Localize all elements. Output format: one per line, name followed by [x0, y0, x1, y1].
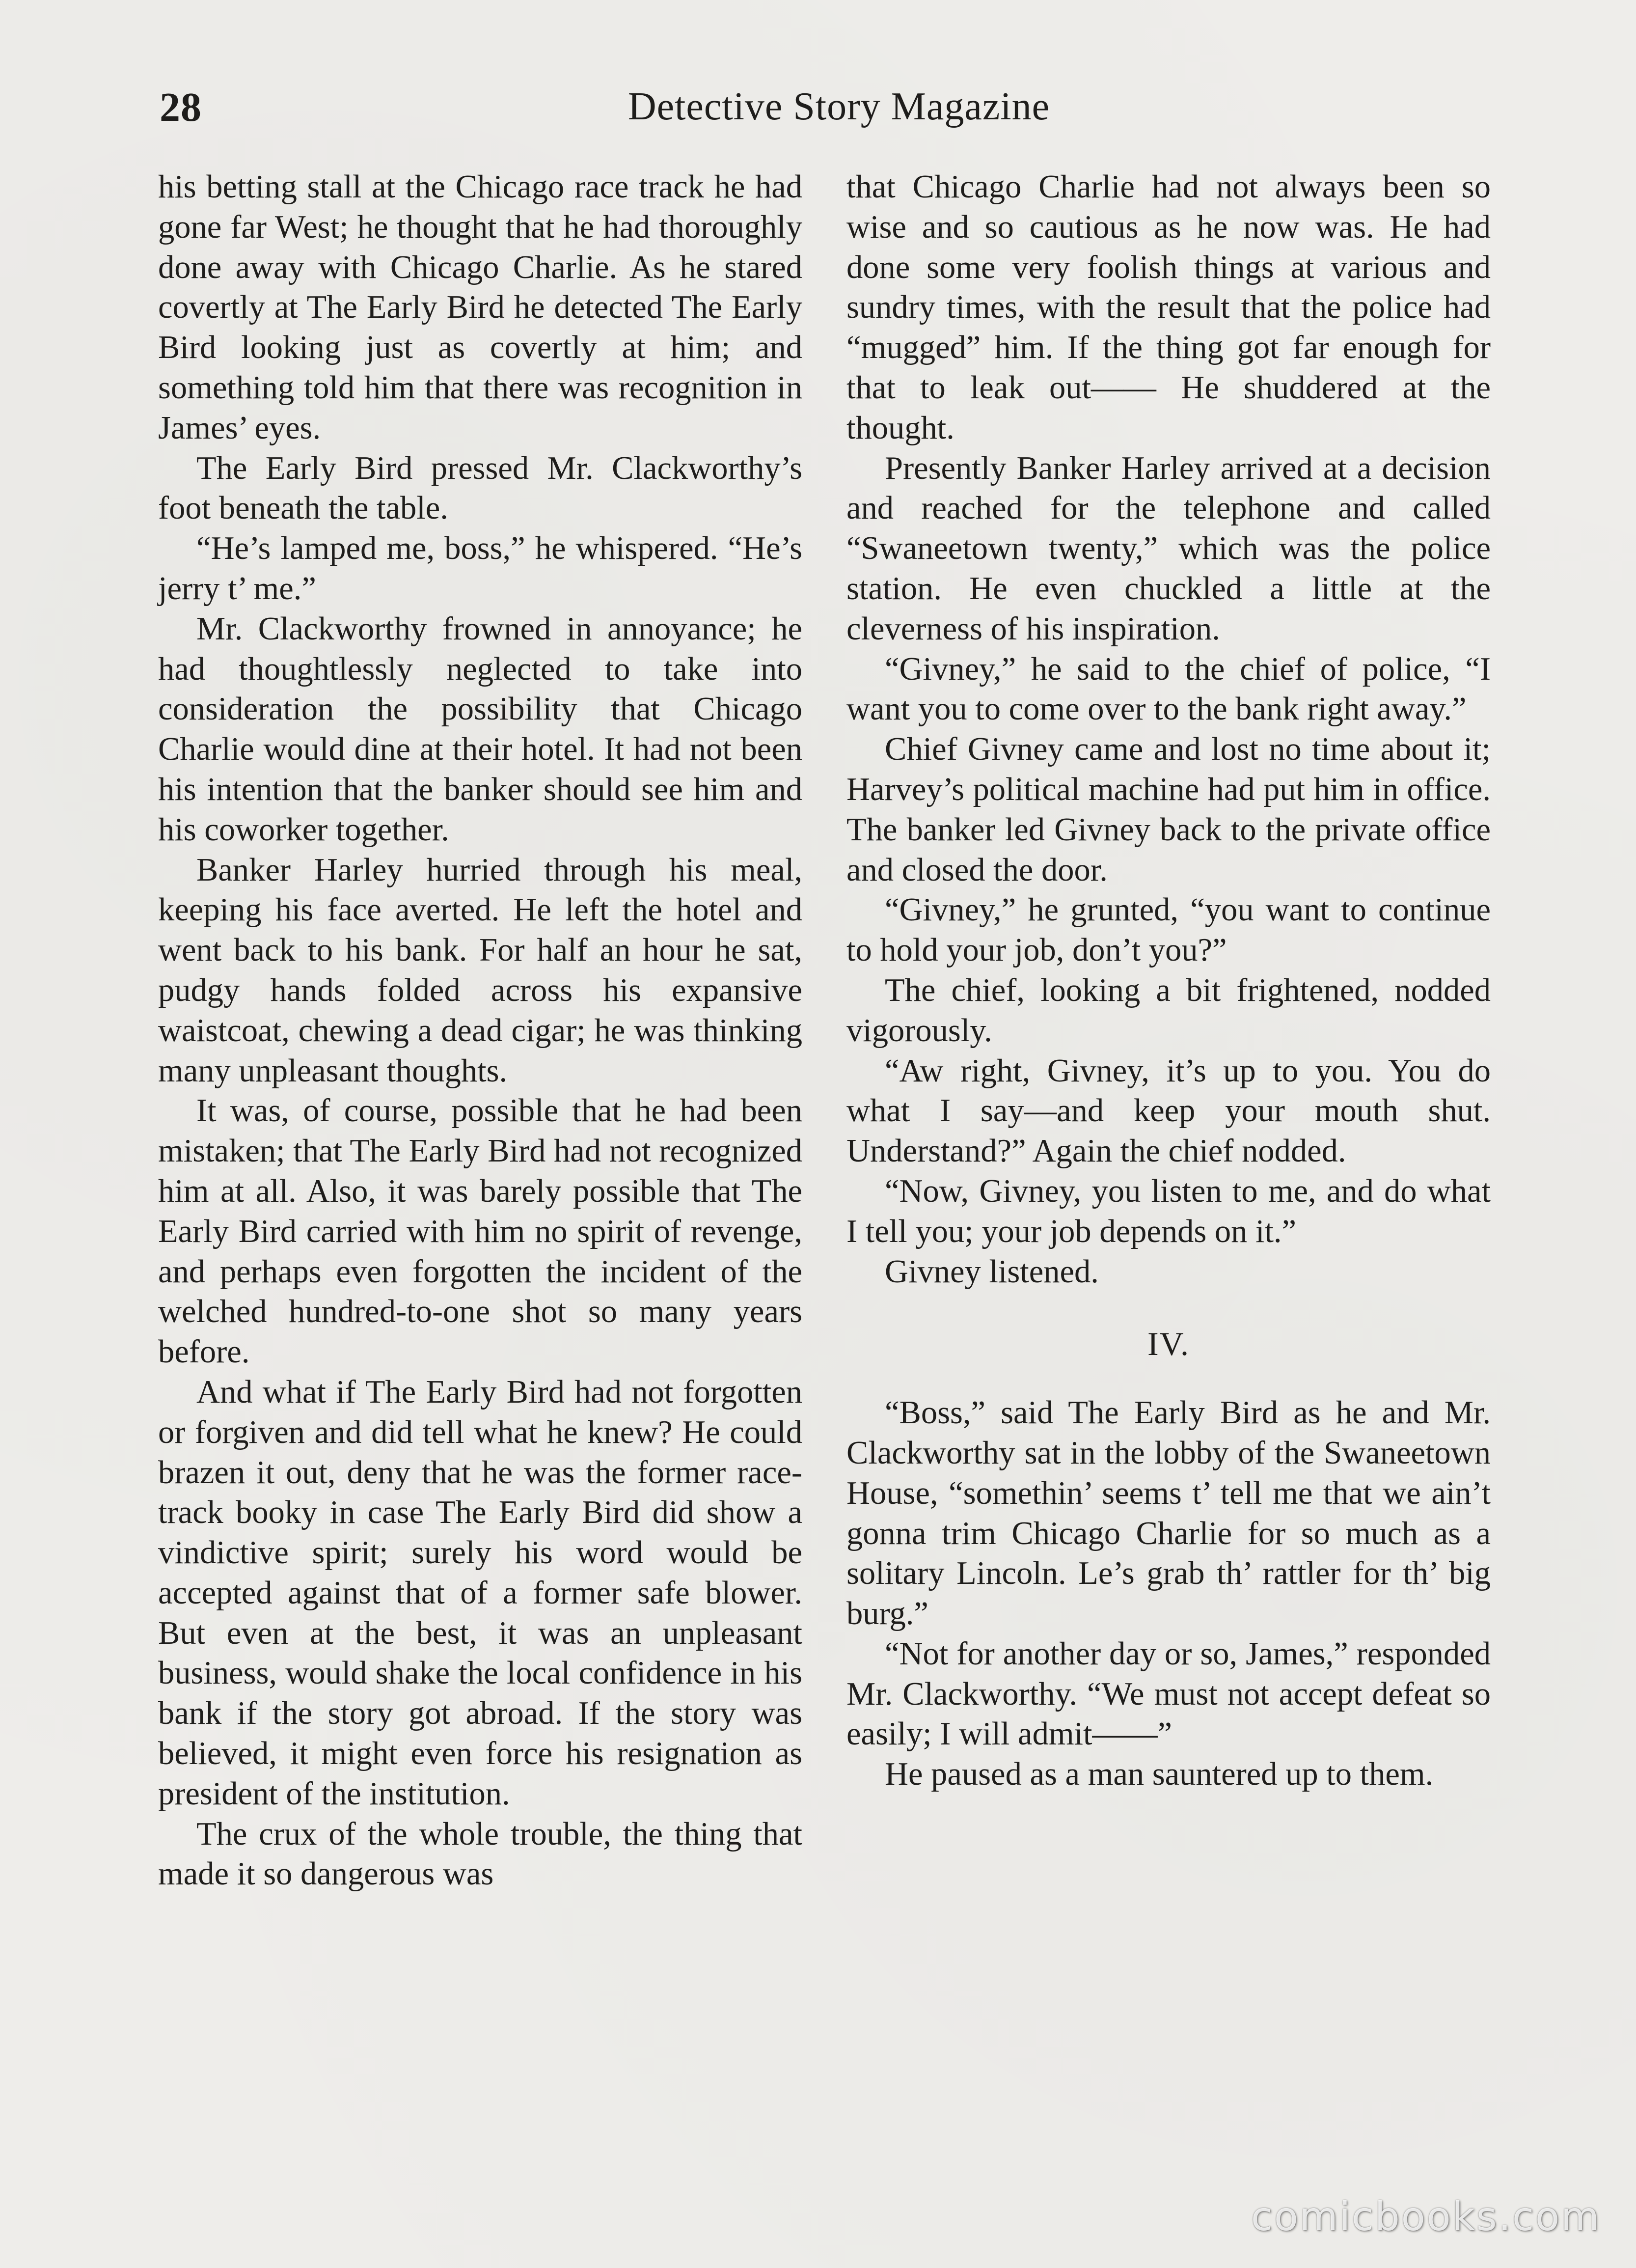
paragraph: “Givney,” he said to the chief of police, “I want you to come over to the bank right away.” [846, 651, 1491, 727]
paragraph: Mr. Clackworthy frowned in annoyance; he had thoughtlessly neglected to take into consideration the possibility that Chicago Charlie would dine at their hotel. It had not been his intention that the banker should see him and his coworker together. [158, 610, 802, 848]
paragraph: And what if The Early Bird had not forgotten or forgiven and did tell what he knew? He could brazen it out, deny that he was the former race-track booky in case The Early Bird did show a vindictive spirit; surely his word would be accepted against that of a former safe blower. But even at the best, it was an unpleasant business, would shake the local confidence in his bank if the story got abroad. If the story was believed, it might even force his resignation as president of the institution. [158, 1374, 802, 1812]
page-header [160, 83, 1489, 142]
paragraph: He paused as a man sauntered up to them. [885, 1756, 1434, 1793]
section-heading: IV. [1147, 1325, 1190, 1363]
paragraph: that Chicago Charlie had not always been so wise and so cautious as he now was. He had done some very foolish things at various and sundry times, with the result that the police had “mugged” him. If the thing got far enough for that to leak out—— He shuddered at the thought. [846, 169, 1491, 446]
paragraph: “He’s lamped me, boss,” he whispered. “He’s jerry t’ me.” [158, 530, 802, 607]
paragraph: “Boss,” said The Early Bird as he and Mr. Clackworthy sat in the lobby of the Swaneetown House, “somethin’ seems t’ tell me that we ain’t gonna trim Chicago Charlie for so much as a solitary Lincoln. Le’s grab th’ rattler for th’ big burg.” [846, 1395, 1491, 1632]
paragraph: “Now, Givney, you listen to me, and do what I tell you; your job depends on it.” [846, 1173, 1491, 1249]
paragraph: Chief Givney came and lost no time about it; Harvey’s political machine had put him in office. The banker led Givney back to the private office and closed the door. [846, 731, 1491, 888]
paragraph: The chief, looking a bit frightened, nodded vigorously. [846, 972, 1491, 1049]
left-column [158, 167, 802, 1894]
paragraph: “Not for another day or so, James,” responded Mr. Clackworthy. “We must not accept defeat so easily; I will admit——” [846, 1635, 1491, 1752]
watermark: comicbooks.com [1251, 2194, 1601, 2240]
paragraph: Presently Banker Harley arrived at a decision and reached for the telephone and called “Swaneetown twenty,” which was the police station. He even chuckled a little at the cleverness of his inspiration. [846, 450, 1491, 647]
paragraph: It was, of course, possible that he had been mistaken; that The Early Bird had not recognized him at all. Also, it was barely possible that The Early Bird carried with him no spirit of revenge, and perhaps even forgotten the incident of the welched hundred-to-one shot so many years before. [158, 1093, 802, 1370]
right-column [846, 167, 1491, 1795]
paragraph: his betting stall at the Chicago race track he had gone far West; he thought that he had thoroughly done away with Chicago Charlie. As he stared covertly at The Early Bird he detected The Early Bird looking just as covertly at him; and something told him that there was recognition in James’ eyes. [158, 169, 802, 446]
running-title: Detective Story Magazine [627, 85, 1050, 128]
paragraph: “Givney,” he grunted, “you want to continue to hold your job, don’t you?” [846, 892, 1491, 968]
paragraph: “Aw right, Givney, it’s up to you. You do what I say—and keep your mouth shut. Understand?” Again the chief nodded. [846, 1052, 1491, 1169]
paragraph: The Early Bird pressed Mr. Clackworthy’s foot beneath the table. [158, 450, 802, 526]
paragraph: Banker Harley hurried through his meal, keeping his face averted. He left the hotel and went back to his bank. For half an hour he sat, pudgy hands folded across his expansive waistcoat, chewing a dead cigar; he was thinking many unpleasant thoughts. [158, 852, 802, 1089]
page-number: 28 [160, 84, 202, 130]
paragraph: The crux of the whole trouble, the thing that made it so dangerous was [158, 1816, 802, 1892]
paragraph: Givney listened. [885, 1253, 1099, 1290]
